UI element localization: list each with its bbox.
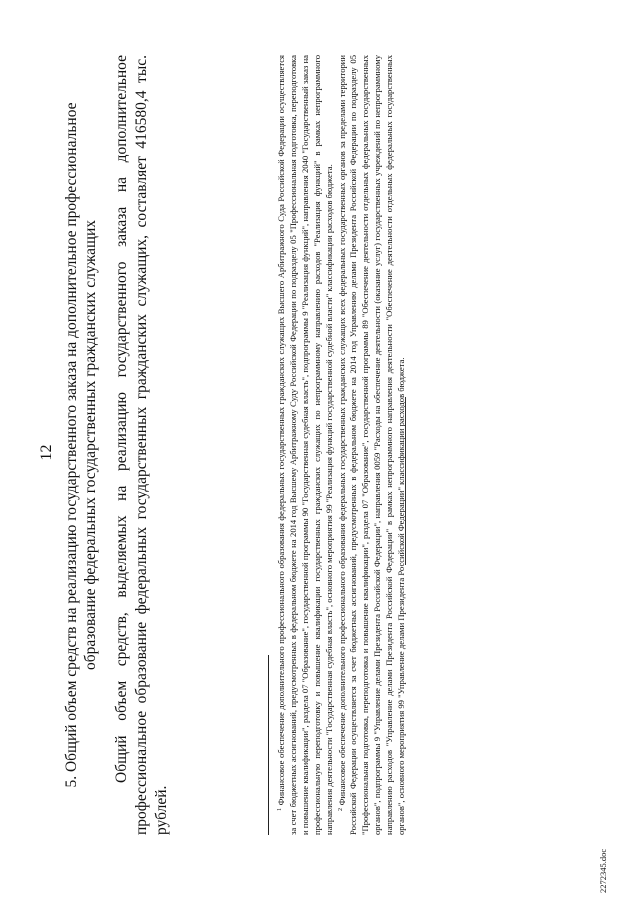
footnote-2 xyxy=(336,55,408,835)
footnote-1-text: Финансовое обеспечение дополнительного профессионального образования федеральных государственных гражданских служащих Высшего Арбитражного Суда Российской Федерации осуществляется за счет бюджетных ассигнований, предусмотренных в федеральном бюджете на 2014 год Высшему Арбитражному Суду Российской Федерации по подразделу 05 "Профессиональная подготовка, переподготовка и повышение квалификации", раздела 07 "Образование", государственной программы 90 "Государственная судебная власть", подпрограммы 9 "Реализация функций", направления 2040 "Государственный заказ на профессиональную переподготовку и повышение квалификации государственных гражданских служащих по непрограммному направлению расходов "Реализация функций" в рамках непрограммного направления деятельности "Государственная судебная власть", основного мероприятия 99 "Реализация функций государственной судебной власти" классификации расходов бюджета. xyxy=(276,55,334,835)
footnote-divider xyxy=(268,655,269,835)
footnote-2-text: Финансовое обеспечение дополнительного профессионального образования федеральных государственных гражданских служащих всех федеральных государственных органов за пределами территории Российской Федерации осуществляется за счет бюджетных ассигнований, предусмотренных в федеральном бюджете на 2014 год Управлению делами Президента Российской Федерации по подразделу 05 "Профессиональная подготовка, переподготовка и повышение квалификации", раздела 07 "Образование", государственной программы 89 "Обеспечение деятельности отдельных федеральных государственных органов", подпрограммы 9 "Управление делами Президента Российской Федерации", направления 0059 "Расходы на обеспечение деятельности (оказание услуг) государственных учреждений по непрограммному направлению расходов "Управление делами Президента Российской Федерации" в рамках непрограммного направления деятельности "Обеспечение деятельности отдельных федеральных государственных органов", основного мероприятия 99 "Управление делами Президента Российской Федерации" классификации расходов бюджета. xyxy=(336,55,407,835)
body-paragraph: Общий объем средств, выделяемых на реализацию государственного заказа на дополнительное профессиональное образование федеральных государственных гражданских служащих, составляет 416580,4 тыс. рублей. xyxy=(113,55,170,835)
footnotes xyxy=(275,55,408,835)
section-title-line1: 5. Общий объем средств на реализацию государственного заказа на дополнительное профессиональное xyxy=(63,102,80,788)
footnote-2-marker: 2 xyxy=(337,808,344,811)
document-code: 2272345.doc xyxy=(598,848,608,893)
section-title-line2: образование федеральных государственных гражданских служащих xyxy=(82,219,99,671)
footnote-1-marker: 1 xyxy=(277,808,283,811)
section-title xyxy=(62,55,100,835)
page-number: 12 xyxy=(38,444,55,461)
end-rule xyxy=(405,397,406,565)
footnote-1 xyxy=(275,55,336,835)
